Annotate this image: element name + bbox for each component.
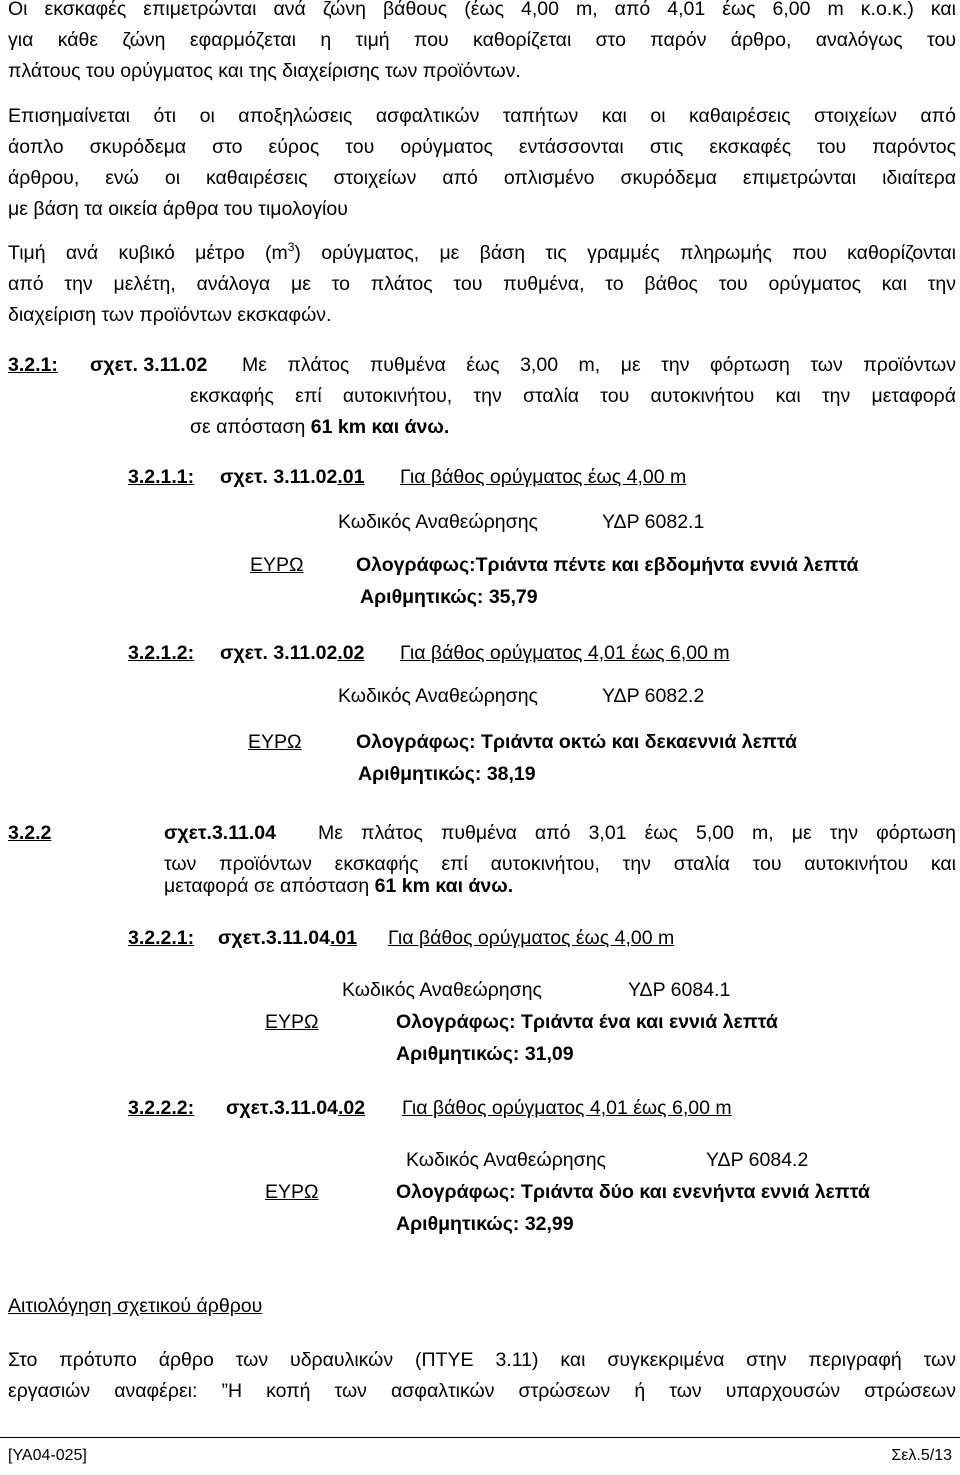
subitem-ref: σχετ.3.11.04.02 xyxy=(226,1097,366,1119)
subitem-ref: σχετ. 3.11.02.01 xyxy=(220,466,365,488)
subitem-title: Για βάθος ορύγματος 4,01 έως 6,00 m xyxy=(402,1097,732,1119)
note-line: άρθρου, ενώ οι καθαιρέσεις στοιχείων από οπλισμένο σκυρόδεμα επιμετρώνται ιδιαίτερα xyxy=(8,167,956,189)
item-ref: σχετ. 3.11.02 xyxy=(90,354,208,376)
price-numeric: Αριθμητικώς: 38,19 xyxy=(358,763,536,785)
price-numeric: Αριθμητικώς: 32,99 xyxy=(396,1213,574,1235)
justification-heading: Αιτιολόγηση σχετικού άρθρου xyxy=(8,1295,263,1317)
unit-price-line: από την μελέτη, ανάλογα με το πλάτος του πυθμένα, το βάθος του ορύγματος και την xyxy=(8,273,956,295)
currency-label: ΕΥΡΩ xyxy=(250,554,304,576)
revision-code: ΥΔΡ 6082.2 xyxy=(602,685,705,707)
revision-label: Κωδικός Αναθεώρησης xyxy=(342,979,542,1001)
item-ref: σχετ.3.11.04 xyxy=(164,822,276,844)
price-in-words: Ολογράφως: Τριάντα δύο και ενενήντα εννιά λεπτά xyxy=(396,1181,870,1203)
revision-code: ΥΔΡ 6084.2 xyxy=(706,1149,809,1171)
footer-doc-code: [ΥΑ04-025] xyxy=(8,1447,87,1464)
currency-label: ΕΥΡΩ xyxy=(265,1181,319,1203)
justification-line: Στο πρότυπο άρθρο των υδραυλικών (ΠΤΥΕ 3.11) και συγκεκριμένα στην περιγραφή των xyxy=(8,1349,956,1371)
subitem-ref: σχετ.3.11.04.01 xyxy=(218,927,358,949)
item-description-line: εκσκαφής επί αυτοκινήτου, την σταλία του αυτοκινήτου και την μεταφορά xyxy=(190,385,956,407)
revision-label: Κωδικός Αναθεώρησης xyxy=(338,685,538,707)
subitem-ref: σχετ. 3.11.02.02 xyxy=(220,642,365,664)
subitem-code: 3.2.1.2: xyxy=(128,642,195,664)
price-numeric: Αριθμητικώς: 31,09 xyxy=(396,1043,574,1065)
item-description-line: μεταφορά σε απόσταση 61 km και άνω. xyxy=(164,875,514,897)
subitem-title: Για βάθος ορύγματος 4,01 έως 6,00 m xyxy=(400,642,730,664)
unit-price-line: διαχείριση των προϊόντων εκσκαφών. xyxy=(8,304,332,326)
intro-line: για κάθε ζώνη εφαρμόζεται η τιμή που καθορίζεται στο παρόν άρθρο, αναλόγως του xyxy=(8,29,956,51)
note-line: Επισημαίνεται ότι οι αποξηλώσεις ασφαλτικών ταπήτων και οι καθαιρέσεις στοιχείων από xyxy=(8,105,956,127)
note-line: άοπλο σκυρόδεμα στο εύρος του ορύγματος εντάσσονται στις εκσκαφές του παρόντος xyxy=(8,136,956,158)
note-paragraph xyxy=(8,101,956,225)
intro-paragraph xyxy=(8,0,956,87)
item-description-line: σε απόσταση 61 km και άνω. xyxy=(190,416,450,438)
price-in-words: Ολογράφως: Τριάντα οκτώ και δεκαεννιά λεπτά xyxy=(356,731,797,753)
revision-label: Κωδικός Αναθεώρησης xyxy=(338,511,538,533)
currency-label: ΕΥΡΩ xyxy=(265,1011,319,1033)
subitem-code: 3.2.1.1: xyxy=(128,466,195,488)
price-numeric: Αριθμητικώς: 35,79 xyxy=(360,586,538,608)
item-description-line: Με πλάτος πυθμένα από 3,01 έως 5,00 m, με την φόρτωση xyxy=(318,822,956,844)
revision-code: ΥΔΡ 6084.1 xyxy=(628,979,731,1001)
item-description-line: Με πλάτος πυθμένα έως 3,00 m, με την φόρτωση των προϊόντων xyxy=(242,354,956,376)
justification-paragraph xyxy=(8,1345,956,1407)
price-in-words: Ολογράφως:Τριάντα πέντε και εβδομήντα εννιά λεπτά xyxy=(356,554,859,576)
subitem-code: 3.2.2.2: xyxy=(128,1097,195,1119)
unit-price-line: Τιμή ανά κυβικό μέτρο $(m^3)$ ορύγματος, με βάση τις γραμμές πληρωμής που καθορίζονται xyxy=(8,240,956,264)
note-line: με βάση τα οικεία άρθρα του τιμολογίου xyxy=(8,198,348,220)
currency-label: ΕΥΡΩ xyxy=(248,731,302,753)
subitem-title: Για βάθος ορύγματος έως 4,00 m xyxy=(388,927,675,949)
intro-line: Οι εκσκαφές επιμετρώνται ανά ζώνη βάθους (έως 4,00 m, από 4,01 έως 6,00 m κ.ο.κ.) και xyxy=(8,0,956,20)
unit-price-paragraph xyxy=(8,238,956,331)
item-code: 3.2.2 xyxy=(8,822,52,844)
subitem-code: 3.2.2.1: xyxy=(128,927,195,949)
item-description-line: των προϊόντων εκσκαφής επί αυτοκινήτου, την σταλία του αυτοκινήτου και xyxy=(164,853,956,875)
subitem-title: Για βάθος ορύγματος έως 4,00 m xyxy=(400,466,687,488)
revision-code: ΥΔΡ 6082.1 xyxy=(602,511,705,533)
revision-label: Κωδικός Αναθεώρησης xyxy=(406,1149,606,1171)
item-code: 3.2.1: xyxy=(8,354,58,376)
price-in-words: Ολογράφως: Τριάντα ένα και εννιά λεπτά xyxy=(396,1011,778,1033)
justification-line: εργασιών αναφέρει: ”Η κοπή των ασφαλτικών στρώσεων ή των υπαρχουσών στρώσεων xyxy=(8,1380,956,1402)
footer-divider xyxy=(0,1437,960,1438)
intro-line: πλάτους του ορύγματος και της διαχείρισης των προϊόντων. xyxy=(8,60,521,82)
footer-page-number: Σελ.5/13 xyxy=(891,1447,952,1464)
